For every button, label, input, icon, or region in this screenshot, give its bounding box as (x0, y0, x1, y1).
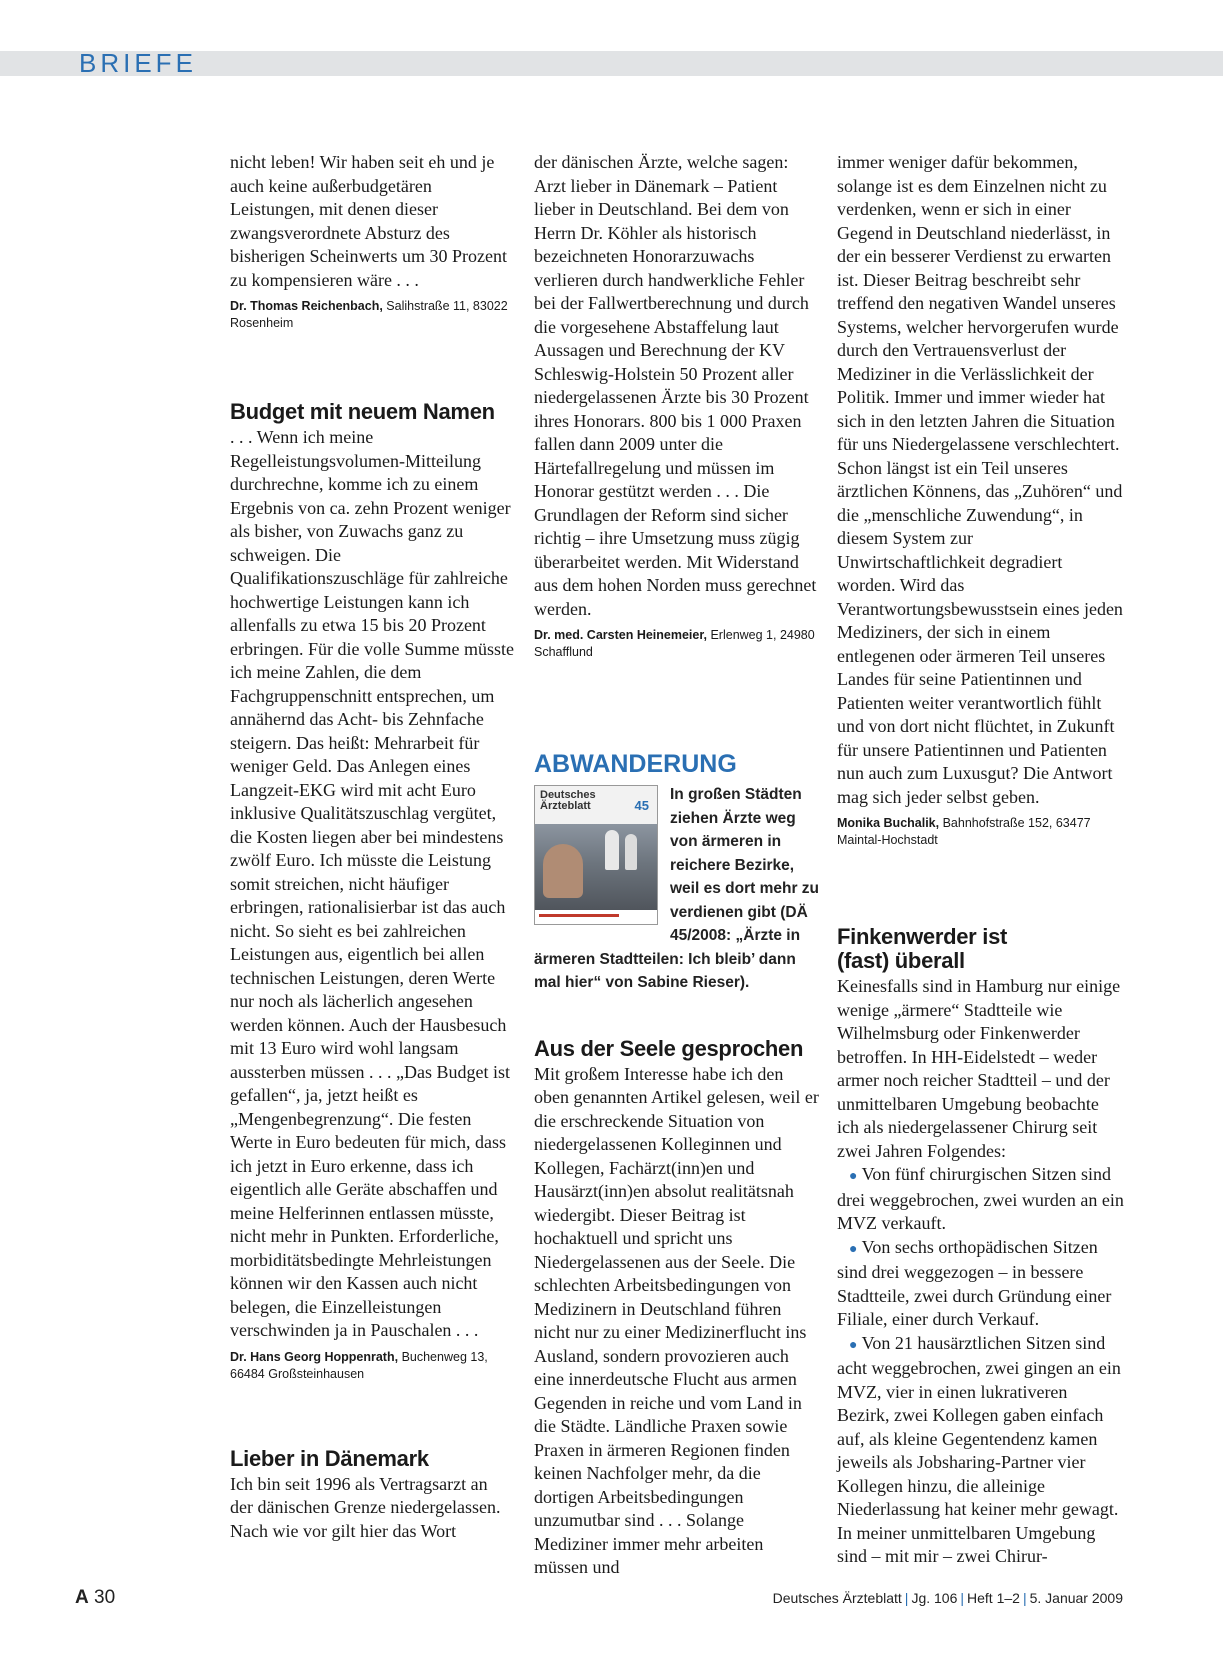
bullet-icon: ● (849, 1337, 858, 1353)
signature-address: Bahnhofstraße 152, 63477 Maintal-Hochstadt (837, 816, 1091, 847)
letter-text: der dänischen Ärzte, welche sagen: Arzt lieber in Dänemark – Patient lieber in Deutschland. Bei dem von Herrn Dr. Köhler als historisch bezeichneten Honorarzuwachs verlieren durch handwerkliche Fehler bei der Fallwertberechnung und durch die vorgesehene Abstaffelung laut Aussagen und Berechnung der KV Schleswig-Holstein 50 Prozent aller niedergelassenen Ärzte bis 30 Prozent ihres Honorars. 800 bis 1 000 Praxen fallen dann 2009 unter die Härtefallregelung und müssen im Honorar gestützt werden . . . Die Grundlagen der Reform sind sicher richtig – ihre Umsetzung muss zügig überarbeitet werden. Mit Widerstand aus dem hohen Norden muss gerechnet werden. (534, 152, 817, 619)
signature-address: Erlenweg 1, 24980 Schafflund (534, 628, 815, 659)
bullet-text: Von sechs orthopädischen Sitzen sind drei weggezogen – in bessere Stadtteile, zwei durch Gründung einer Filiale, einer durch Verkauf. (837, 1236, 1112, 1329)
letter-signature (534, 627, 819, 661)
cover-issue-number: 45 (634, 798, 649, 813)
bullet-item (837, 1332, 1124, 1569)
cover-brand: Deutsches Ärzteblatt (540, 789, 596, 812)
column-3 (837, 151, 1124, 1569)
topic-summary-box (534, 783, 819, 995)
letter-text: Ich bin seit 1996 als Vertragsarzt an der dänischen Grenze niedergelassen. Nach wie vor gilt hier das Wort (230, 1473, 501, 1541)
letter-signature (230, 298, 515, 332)
letter-text: immer weniger dafür bekommen, solange ist es dem Einzelnen nicht zu verdenken, wenn er sich in einer Gegend in Deutschland niederlässt, in der ein besserer Verdienst zu erwarten ist. Dieser Beitrag beschreibt sehr treffend den negativen Wandel unseres Systems, welcher hervorgerufen wurde durch den Vertrauensverlust der Mediziner in die Verlässlichkeit der Politik. Immer und immer wieder hat sich in den letzten Jahren die Situation für uns Niedergelassene verschlechtert. Schon längst ist ein Teil unseres ärztlichen Könnens, das „Zuhören“ und die „menschliche Zuwendung“, in diesem System zur Unwirtschaftlichkeit degradiert worden. Wird das Verantwortungsbewusstsein eines jeden Mediziners, der sich in einem entlegenen oder ärmeren Teil unseres Landes für seine Patientinnen und Patienten weiter verantwortlich fühlt und von dort nicht flüchtet, in Zukunft für unsere Patientinnen und Patienten nun auch zum Luxusgut? Die Antwort mag sich jeder selbst geben. (837, 152, 1123, 807)
letter-signature (837, 815, 1124, 849)
topic-summary-text: In großen Städten ziehen Ärzte weg von ärmeren in reichere Bezirke, weil es dort mehr zu verdienen gibt (DÄ 45/2008: „Ärzte in ärmeren Stadtteilen: Ich bleib’ dann mal hier“ von Sabine Rieser). (534, 786, 820, 991)
page-prefix: A (75, 1587, 89, 1608)
letter-signature (230, 1349, 515, 1383)
bullet-item (837, 1236, 1124, 1332)
journal-name: Deutsches Ärzteblatt (772, 1590, 902, 1606)
column-1 (230, 151, 515, 1543)
letter-heading: Budget mit neuem Namen (230, 399, 495, 424)
page-number-value: 30 (94, 1587, 116, 1608)
bullet-item (837, 1163, 1124, 1236)
page-number (75, 1587, 115, 1609)
section-label: BRIEFE (79, 48, 197, 78)
signature-address: Salihstraße 11, 83022 Rosenheim (230, 299, 508, 330)
column-2 (534, 151, 819, 1580)
signature-address: Buchenweg 13, 66484 Großsteinhausen (230, 1349, 488, 1381)
journal-date: 5. Januar 2009 (1029, 1590, 1123, 1606)
heading-line-2: (fast) überall (837, 948, 965, 973)
signature-name: Dr. Thomas Reichenbach, (230, 299, 383, 313)
bullet-icon: ● (849, 1241, 858, 1257)
letter-text: . . . Wenn ich meine Regelleistungsvolumen-Mitteilung durchrechne, komme ich zu einem Ergebnis von ca. zehn Prozent weniger als bisher, von Zuwachs ganz zu schweigen. Die Qualifikationszuschläge für zahlreiche hochwertige Leistungen kann ich allenfalls zu etwa 15 bis 20 Prozent erbringen. Für die volle Summe müsste ich meine Zahlen, die dem Fachgruppenschnitt entsprechen, um annähernd das Acht- bis Zehnfache steigern. Das heißt: Mehrarbeit für weniger Geld. Das Anlegen eines Langzeit-EKG wird mit acht Euro inklusive Qualitätszuschlag vergütet, die Kosten liegen aber bei mindestens zwölf Euro. Ich müsste die Leistung somit streichen, nicht häufiger erbringen, rationalisierbar ist das auch nicht. So sieht es bei zahlreichen Leistungen aus, eigentlich bei allen technischen Leistungen, deren Werte nur noch als lächerlich angesehen werden können. Auch der Hausbesuch mit 13 Euro wird wohl langsam aussterben müssen . . . „Das Budget ist gefallen“, ja, jetzt heißt es „Mengenbegrenzung“. Die festen Werte in Euro bedeuten für mich, dass ich jetzt in Euro erkenne, dass ich eigentlich alle Geräte abschaffen und meine Helferinnen entlassen müsste, nicht mehr in Punkten. Erforderliche, morbiditätsbedingte Mehrleistungen können wir den Kassen auch nicht belegen, die Einzelleistungen verschwinden ja in Pauschalen . . . (230, 427, 514, 1340)
signature-name: Monika Buchalik, (837, 816, 940, 830)
journal-issue: Heft 1–2 (967, 1590, 1020, 1606)
letter-text: Keinesfalls sind in Hamburg nur einige wenige „ärmere“ Stadtteile wie Wilhelmsburg oder Finkenwerder betroffen. In HH-Eidelstedt – weder armer noch reicher Stadtteil – und der unmittelbaren Umgebung beobachte ich als niedergelassener Chirurg seit zwei Jahren Folgendes: (837, 976, 1121, 1161)
bullet-text: Von 21 hausärztlichen Sitzen sind acht weggebrochen, zwei gingen an ein MVZ, vier in einen lukrativeren Bezirk, zwei Kollegen gaben einfach auf, als kleine Gegentendenz kamen jeweils als Jobsharing-Partner vier Kollegen hinzu, die alleinige Niederlassung hat keiner mehr gewagt. In meiner unmittelbaren Umgebung sind – mit mir – zwei Chirur- (837, 1332, 1121, 1566)
bullet-icon: ● (849, 1169, 858, 1184)
heading-line-1: Finkenwerder ist (837, 924, 1008, 949)
letter-heading: Aus der Seele gesprochen (534, 1035, 804, 1061)
letter-heading (837, 925, 1124, 973)
topic-heading: ABWANDERUNG (534, 750, 737, 778)
signature-name: Dr. med. Carsten Heinemeier, (534, 628, 707, 642)
letter-heading: Lieber in Dänemark (230, 1445, 429, 1471)
signature-name: Dr. Hans Georg Hoppenrath, (230, 1349, 399, 1364)
journal-volume: Jg. 106 (911, 1590, 958, 1606)
footer-citation: Deutsches Ärzteblatt | Jg. 106 | Heft 1–2 | 5. Januar 2009 (772, 1590, 1123, 1606)
magazine-cover-image (534, 785, 658, 925)
letter-text: nicht leben! Wir haben seit eh und je auch keine außerbudgetären Leistungen, mit denen dieser zwangsverordnete Absturz des bisherigen Scheinwerts um 30 Prozent zu kompensieren wäre . . . (230, 152, 507, 290)
bullet-text: Von fünf chirurgischen Sitzen sind drei weggebrochen, zwei wurden an ein MVZ verkauft. (837, 1164, 1124, 1233)
letter-text: Mit großem Interesse habe ich den oben genannten Artikel gelesen, weil er die erschreckende Situation von niedergelassenen Kolleginnen und Kollegen, Fachärzt(inn)en und Hausärzt(inn)en absolut realitätsnah wiedergibt. Dieser Beitrag ist hochaktuell und spricht uns Niedergelassenen aus der Seele. Die schlechten Arbeitsbedingungen von Medizinern in Deutschland führen nicht nur zu einer Medizinerflucht ins Ausland, sondern provozieren auch eine innerdeutsche Flucht aus armen Gegenden in reiche und vom Land in die Städte. Ländliche Praxen sowie Praxen in ärmeren Regionen finden keinen Nachfolger mehr, da die dortigen Arbeitsbedingungen unzumutbar sind . . . Solange Mediziner immer mehr arbeiten müssen und (534, 1063, 819, 1577)
